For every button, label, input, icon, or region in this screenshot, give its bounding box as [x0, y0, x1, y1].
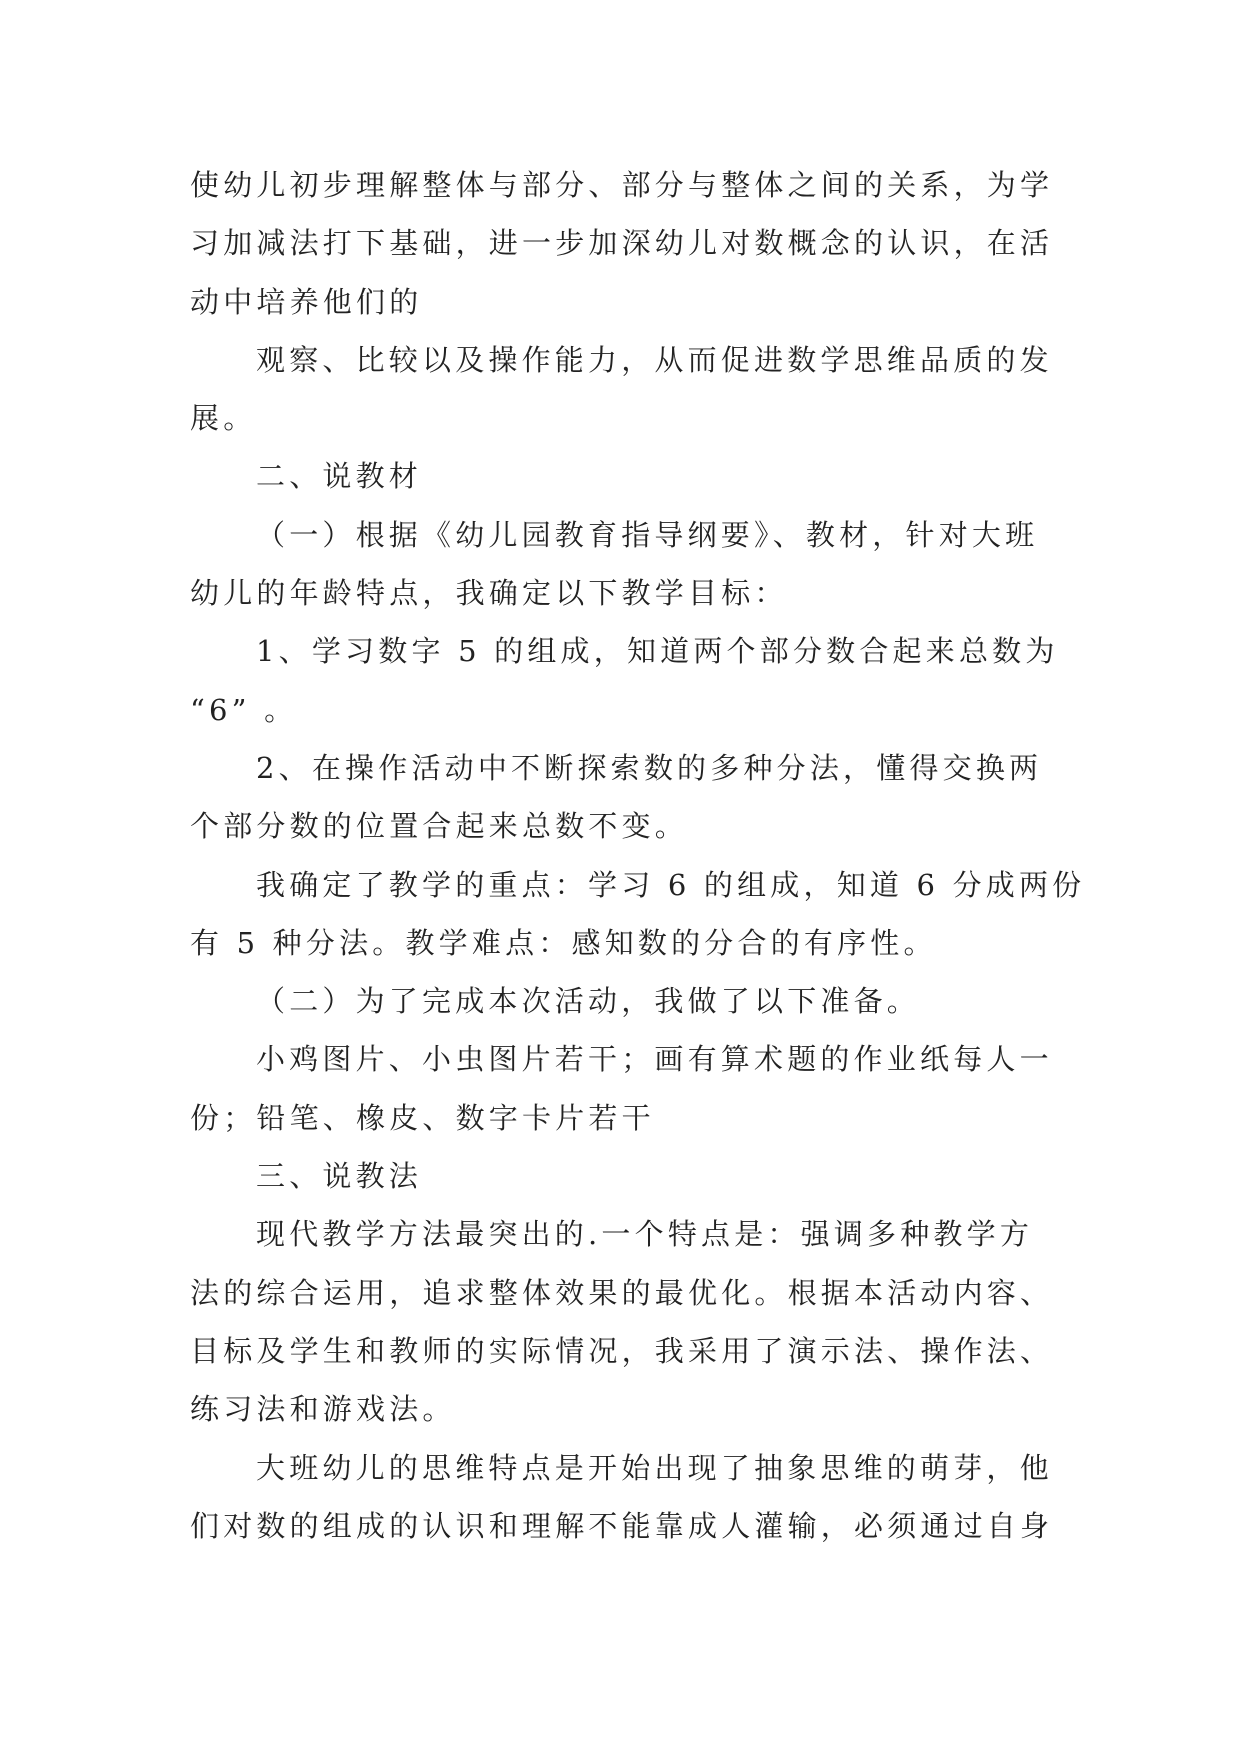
paragraph [190, 972, 1090, 1030]
text-line: 2、在操作活动中不断探索数的多种分法，懂得交换两 [256, 750, 1043, 785]
section-heading [190, 1147, 1090, 1205]
text-line: 大班幼儿的思维特点是开始出现了抽象思维的萌芽，他 [256, 1450, 1053, 1485]
text-line: 习加减法打下基础，进一步加深幼儿对数概念的认识，在活 [190, 226, 1054, 261]
text-line: 有 5 种分法。教学难点：感知数的分合的有序性。 [190, 925, 937, 960]
text-line: 1、学习数字 5 的组成，知道两个部分数合起来总数为 [256, 634, 1059, 669]
text-line: 我确定了教学的重点：学习 6 的组成，知道 6 分成两份 [256, 867, 1086, 902]
text-line: “6” 。 [190, 692, 298, 727]
text-line: 观察、比较以及操作能力，从而促进数学思维品质的发 [256, 342, 1053, 377]
paragraph [190, 1439, 1090, 1556]
text-line: 练习法和游戏法。 [190, 1392, 456, 1427]
section-heading-text: 三、说教法 [256, 1159, 423, 1194]
text-line: 幼儿的年龄特点，我确定以下教学目标： [190, 576, 788, 611]
text-line: 动中培养他们的 [190, 284, 423, 319]
text-line: 份；铅笔、橡皮、数字卡片若干 [190, 1100, 655, 1135]
section-heading [190, 447, 1090, 505]
list-item [190, 622, 1090, 739]
list-item [190, 739, 1090, 856]
text-line: 展。 [190, 401, 257, 436]
text-line: 小鸡图片、小虫图片若干；画有算术题的作业纸每人一 [256, 1042, 1053, 1077]
section-heading-text: 二、说教材 [256, 459, 423, 494]
paragraph [190, 1030, 1090, 1147]
paragraph [190, 856, 1090, 973]
text-line: 个部分数的位置合起来总数不变。 [190, 809, 689, 844]
paragraph [190, 1205, 1090, 1438]
paragraph [190, 331, 1090, 448]
text-line: 现代教学方法最突出的.一个特点是：强调多种教学方 [256, 1217, 1034, 1252]
text-line: （一）根据《幼儿园教育指导纲要》、教材，针对大班 [256, 517, 1039, 552]
text-line: （二）为了完成本次活动，我做了以下准备。 [256, 984, 921, 1019]
text-line: 目标及学生和教师的实际情况，我采用了演示法、操作法、 [190, 1333, 1054, 1368]
paragraph [190, 506, 1090, 623]
paragraph [190, 156, 1090, 331]
document-body [190, 156, 1090, 1555]
text-line: 们对数的组成的认识和理解不能靠成人灌输，必须通过自身 [190, 1508, 1054, 1543]
text-line: 使幼儿初步理解整体与部分、部分与整体之间的关系，为学 [190, 168, 1054, 202]
text-line: 法的综合运用，追求整体效果的最优化。根据本活动内容、 [190, 1275, 1054, 1310]
